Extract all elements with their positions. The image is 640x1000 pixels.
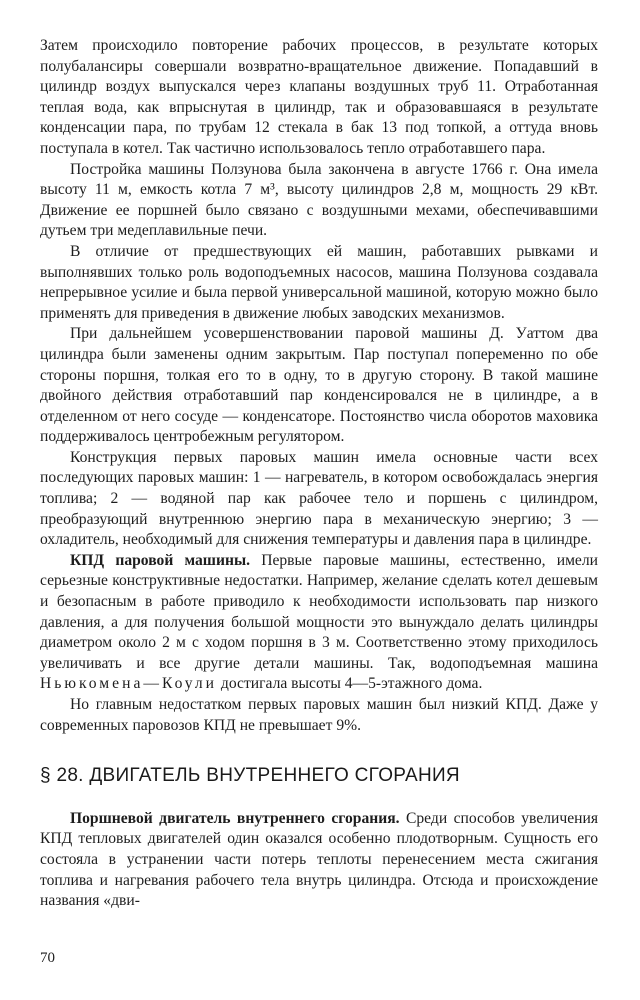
paragraph-watt-improvement: При дальнейшем усовершенствовании паровой машины Д. Уаттом два цилиндра были заменены одним закрытым. Пар поступал попеременно по обе стороны поршня, толкая его то в одну, то в другую сторону. В такой машине двойного действия отработавший пар конденсировался не в цилиндре, а в отделенном от него сосуде — конденсаторе. Постоянство числа оборотов маховика поддерживалось центробежным регулятором. bbox=[40, 325, 598, 446]
paragraph-main-parts: Конструкция первых паровых машин имела основные части всех последующих паровых машин: 1 — нагреватель, в котором освобождалась энергия топлива; 2 — водяной пар как рабочее тело и поршень с цилиндром, преобразующий внутреннюю энергию пара в механическую энергию; 3 — охладитель, необходимый для снижения температуры и давления пара в цилиндре. bbox=[40, 448, 598, 549]
paragraph-continuation: Затем происходило повторение рабочих процессов, в результате которых полубалансиры совершали возвратно-вращательное движение. Попадавший в цилиндр воздух выпускался через клапаны воздушных труб 11. Отработанная теплая вода, как впрыснутая в цилиндр, так и образовавшаяся в результате конденсации пара, по трубам 12 стекала в бак 13 под топкой, а оттуда вновь поступала в котел. Так частично использовалось тепло отработавшего пара. bbox=[40, 37, 598, 157]
paragraph-efficiency-text-a: Первые паровые машины, естественно, имели серьезные конструктивные недостатки. Например, желание сделать котел дешевым и безопасным в работе приводило к необходимости использовать пар низкого давления, а для получения большой мощности это вынуждало делать цилиндры диаметром около 2 м с ходом поршня в 3 м. Соответственно этому приходилось увеличивать и все другие детали машины. Так, водоподъемная машина bbox=[40, 551, 598, 672]
paragraph-piston-engine bbox=[40, 809, 598, 912]
paragraph-main-drawback: Но главным недостатком первых паровых машин был низкий КПД. Даже у современных паровозов КПД не превышает 9%. bbox=[40, 696, 598, 734]
section-heading: § 28. ДВИГАТЕЛЬ ВНУТРЕННЕГО СГОРАНИЯ bbox=[40, 765, 460, 787]
page-number: 70 bbox=[40, 950, 55, 966]
paragraph-efficiency-text-b: достигала высоты 4—5-этажного дома. bbox=[217, 675, 483, 693]
paragraph-universal-machine: В отличие от предшествующих ей машин, работавших рывками и выполнявших только роль водоподъемных насосов, машина Ползунова создавала непрерывное усилие и была первой универсальной машиной, которую можно было применять для приведения в движение любых заводских механизмов. bbox=[40, 242, 598, 322]
run-in-heading-piston-engine: Поршневой двигатель внутреннего сгорания. bbox=[70, 809, 400, 827]
run-in-heading-efficiency: КПД паровой машины. bbox=[70, 551, 251, 569]
page-body bbox=[40, 36, 598, 912]
paragraph-efficiency bbox=[40, 551, 598, 695]
paragraph-piston-engine-text: Среди способов увеличения КПД тепловых двигателей один оказался особенно плодотворным. Сущность его состояла в устранении части потерь теплоты перенесением места сжигания топлива и нагревания рабочего тела внутрь цилиндра. Отсюда и происхождение названия «дви- bbox=[40, 809, 598, 910]
paragraph-polzunov-machine: Постройка машины Ползунова была закончена в августе 1766 г. Она имела высоту 11 м, емкость котла 7 м³, высоту цилиндров 2,8 м, мощность 29 кВт. Движение ее поршней было связано с воздушными мехами, обеспечивавшими дутьем три медеплавильные печи. bbox=[40, 160, 598, 240]
spaced-name-newcomen: Ньюкомена—Коули bbox=[40, 675, 218, 693]
